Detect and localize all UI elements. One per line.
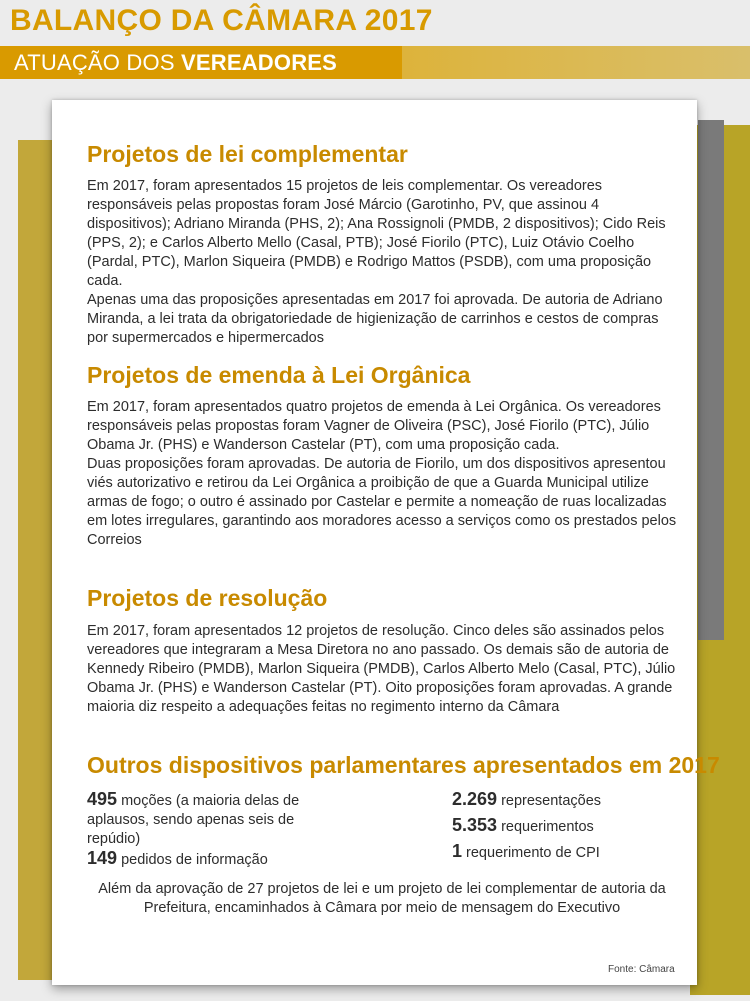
source-note: Fonte: Câmara — [608, 964, 675, 975]
section-body-resolucao — [87, 622, 677, 717]
stat-mocoes: 495 moções (a maioria delas de aplausos, sendo apenas seis de repúdio) — [87, 789, 300, 847]
stat-representacoes: 2.269 representações — [452, 789, 602, 809]
subtitle-regular: ATUAÇÃO DOS — [14, 50, 182, 75]
section-body-lei-complementar — [87, 177, 677, 348]
stat-pedidos-informacao: 149 pedidos de informação — [87, 848, 268, 868]
stat-requerimentos: 5.353 requerimentos — [452, 815, 594, 835]
paragraph: Apenas uma das proposições apresentadas em 2017 foi aprovada. De autoria de Adriano Miranda, a lei trata da obrigatoriedade de higienização de carrinhos e cestos de compras por supermercados e hipermercados — [87, 292, 663, 346]
section-body-emenda-lei-organica — [87, 398, 677, 550]
subtitle-bold: VEREADORES — [181, 50, 338, 75]
subtitle-band — [0, 46, 750, 79]
page-title: BALANÇO DA CÂMARA 2017 — [10, 4, 433, 37]
paragraph: Duas proposições foram aprovadas. De autoria de Fiorilo, um dos dispositivos apresentou viés autorizativo e retirou da Lei Orgânica a proibição de que a Guarda Municipal utilize armas de fogo; o outro é assinado por Castelar e permite a nomeação de ruas localizadas em lotes irregulares, garantindo aos moradores acesso a serviços como os prestados pelos Correios — [87, 456, 677, 548]
paragraph: Em 2017, foram apresentados 12 projetos de resolução. Cinco deles são assinados pelos vereadores que integraram a Mesa Diretora no ano passado. Os demais são de autoria de Kennedy Ribeiro (PMDB), Marlon Siqueira (PMDB), Carlos Alberto Melo (Casal, PTC), Júlio Obama Jr. (PHS) e Wanderson Castelar (PT). Oito proposições foram aprovadas. A grande maioria diz respeito a adequações feitas no regimento interno da Câmara — [87, 623, 676, 715]
section-heading-outros: Outros dispositivos parlamentares apresentados em 2017 — [87, 752, 720, 778]
decorative-gray-right — [698, 120, 724, 640]
page-subtitle — [14, 50, 337, 76]
section-heading-emenda-lei-organica: Projetos de emenda à Lei Orgânica — [87, 362, 471, 388]
header — [0, 0, 750, 46]
stat-requerimento-cpi: 1 requerimento de CPI — [452, 841, 600, 861]
stats-left — [87, 790, 327, 870]
stats-right — [452, 790, 682, 863]
subtitle-band-gradient — [402, 46, 750, 79]
footnote: Além da aprovação de 27 projetos de lei e um projeto de lei complementar de autoria da Prefeitura, encaminhados à Câmara por meio de mensagem do Executivo — [98, 881, 666, 916]
paragraph: Em 2017, foram apresentados quatro projetos de emenda à Lei Orgânica. Os vereadores responsáveis pelas propostas foram Vagner de Oliveira (PSC), José Fiorilo (PTC), Júlio Obama Jr. (PHS) e Wanderson Castelar (PT), com uma proposição cada. — [87, 399, 661, 453]
paragraph: Em 2017, foram apresentados 15 projetos de leis complementar. Os vereadores responsáveis pelas propostas foram José Márcio (Garotinho, PV, que assinou 4 dispositivos); Adriano Miranda (PHS, 2); Ana Rossignoli (PMDB, 2 dispositivos); Cido Reis (PPS, 2); e Carlos Alberto Mello (Casal, PTB); José Fiorilo (PTC), Luiz Otávio Coelho (Pardal, PTC), Marlon Siqueira (PMDB) e Rodrigo Mattos (PSDB), com uma proposição cada. — [87, 178, 666, 289]
section-heading-resolucao: Projetos de resolução — [87, 585, 328, 611]
section-heading-lei-complementar: Projetos de lei complementar — [87, 141, 408, 167]
